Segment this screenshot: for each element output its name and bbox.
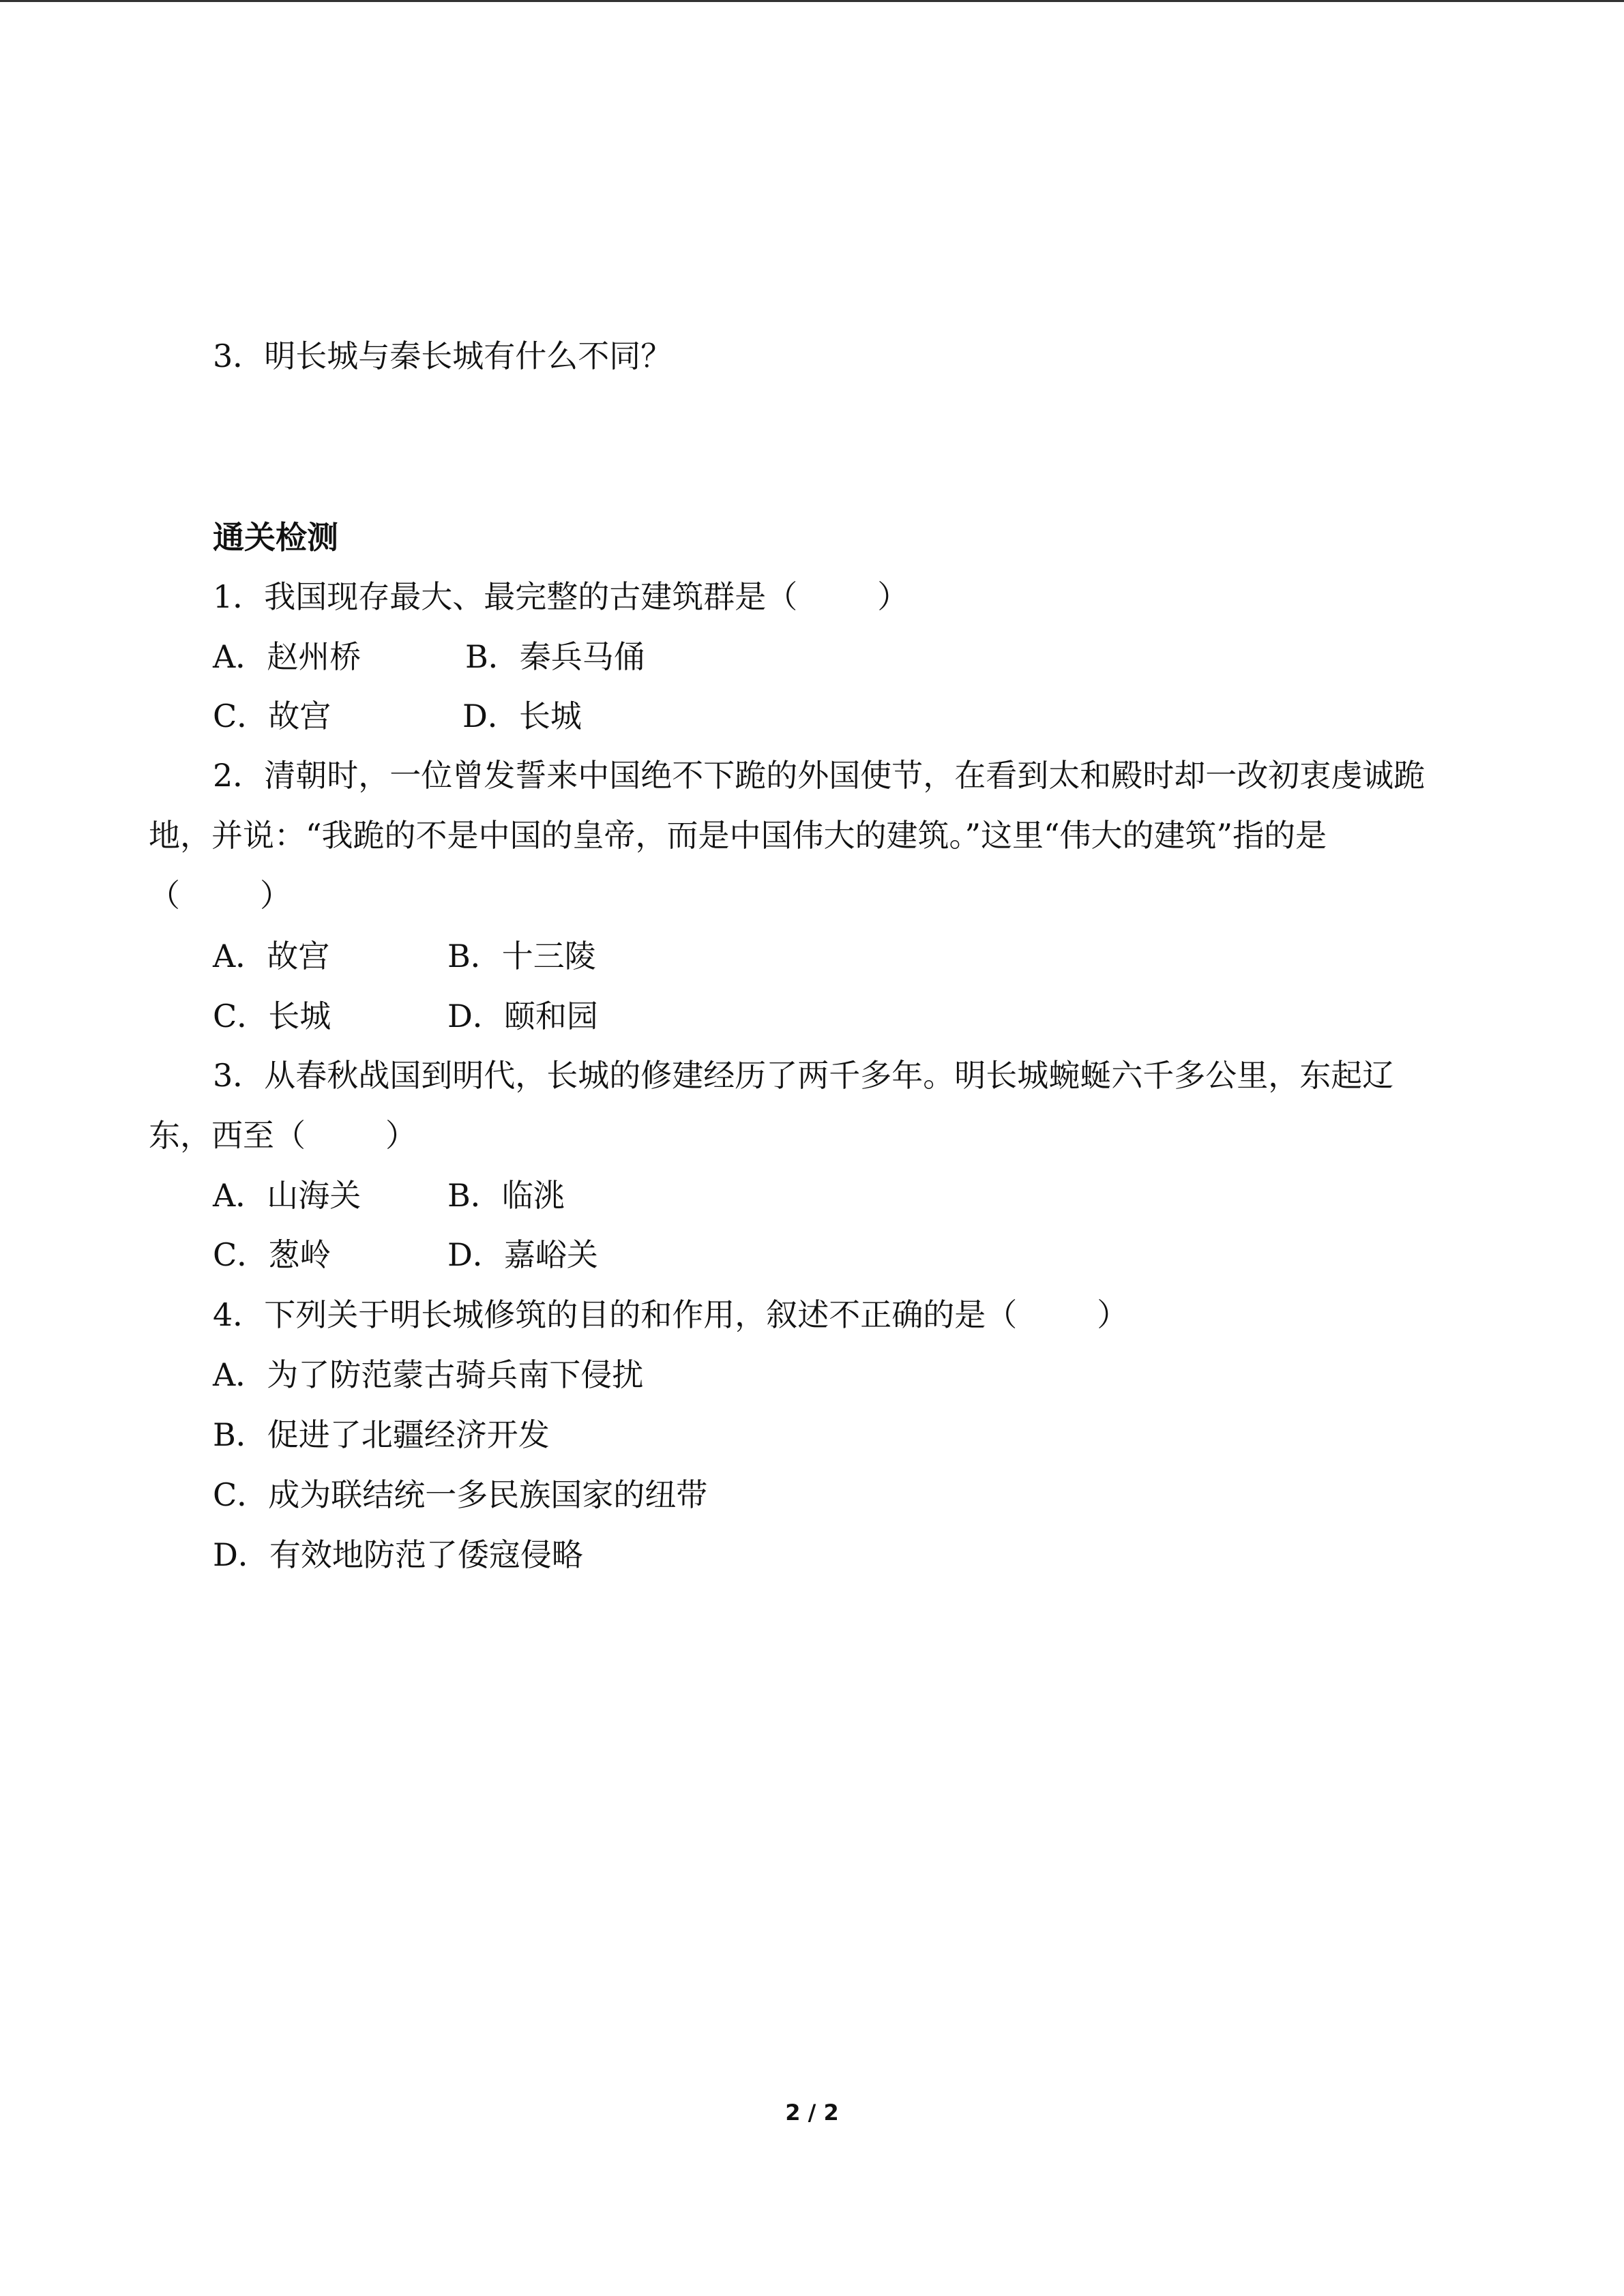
question-1-option-c: C．故宫 [213,698,331,734]
question-4-stem: 4．下列关于明长城修筑的目的和作用，叙述不正确的是（ ） [213,1296,1129,1333]
question-1-option-a: A．赵州桥 [213,638,361,675]
section-heading: 通关检测 [213,519,338,556]
question-1-option-b: B．秦兵马俑 [465,638,645,675]
page-number: 2 / 2 [785,2100,839,2126]
question-4-option-a: A．为了防范蒙古骑兵南下侵扰 [213,1356,644,1393]
question-3-option-d: D．嘉峪关 [447,1236,598,1273]
question-2-stem-line-2: 地，并说：“我跪的不是中国的皇帝，而是中国伟大的建筑。”这里“伟大的建筑”指的是 [149,817,1327,854]
question-2-option-a: A．故宫 [213,938,330,974]
question-3-option-c: C．葱岭 [213,1236,331,1273]
question-2-stem-line-3: （ ） [149,877,291,914]
question-4-option-d: D．有效地防范了倭寇侵略 [213,1536,583,1573]
question-3-option-b: B．临洮 [447,1177,565,1214]
question-2-option-c: C．长城 [213,998,331,1034]
page-top-border [0,0,1624,2]
question-4-option-c: C．成为联结统一多民族国家的纽带 [213,1476,708,1513]
question-2-option-d: D．颐和园 [447,998,598,1034]
question-4-option-b: B．促进了北疆经济开发 [213,1416,550,1453]
question-1-option-d: D．长城 [462,698,582,734]
question-3-stem-line-1: 3．从春秋战国到明代，长城的修建经历了两千多年。明长城蜿蜒六千多公里，东起辽 [213,1057,1394,1094]
question-3-option-a: A．山海关 [213,1177,361,1214]
question-3-stem-line-2: 东，西至（ ） [149,1117,417,1154]
question-2-option-b: B．十三陵 [447,938,596,974]
question-1-stem: 1．我国现存最大、最完整的古建筑群是（ ） [213,578,909,615]
review-question: 3．明长城与秦长城有什么不同？ [213,338,673,374]
question-2-stem-line-1: 2．清朝时，一位曾发誓来中国绝不下跪的外国使节，在看到太和殿时却一改初衷虔诚跪 [213,757,1426,794]
